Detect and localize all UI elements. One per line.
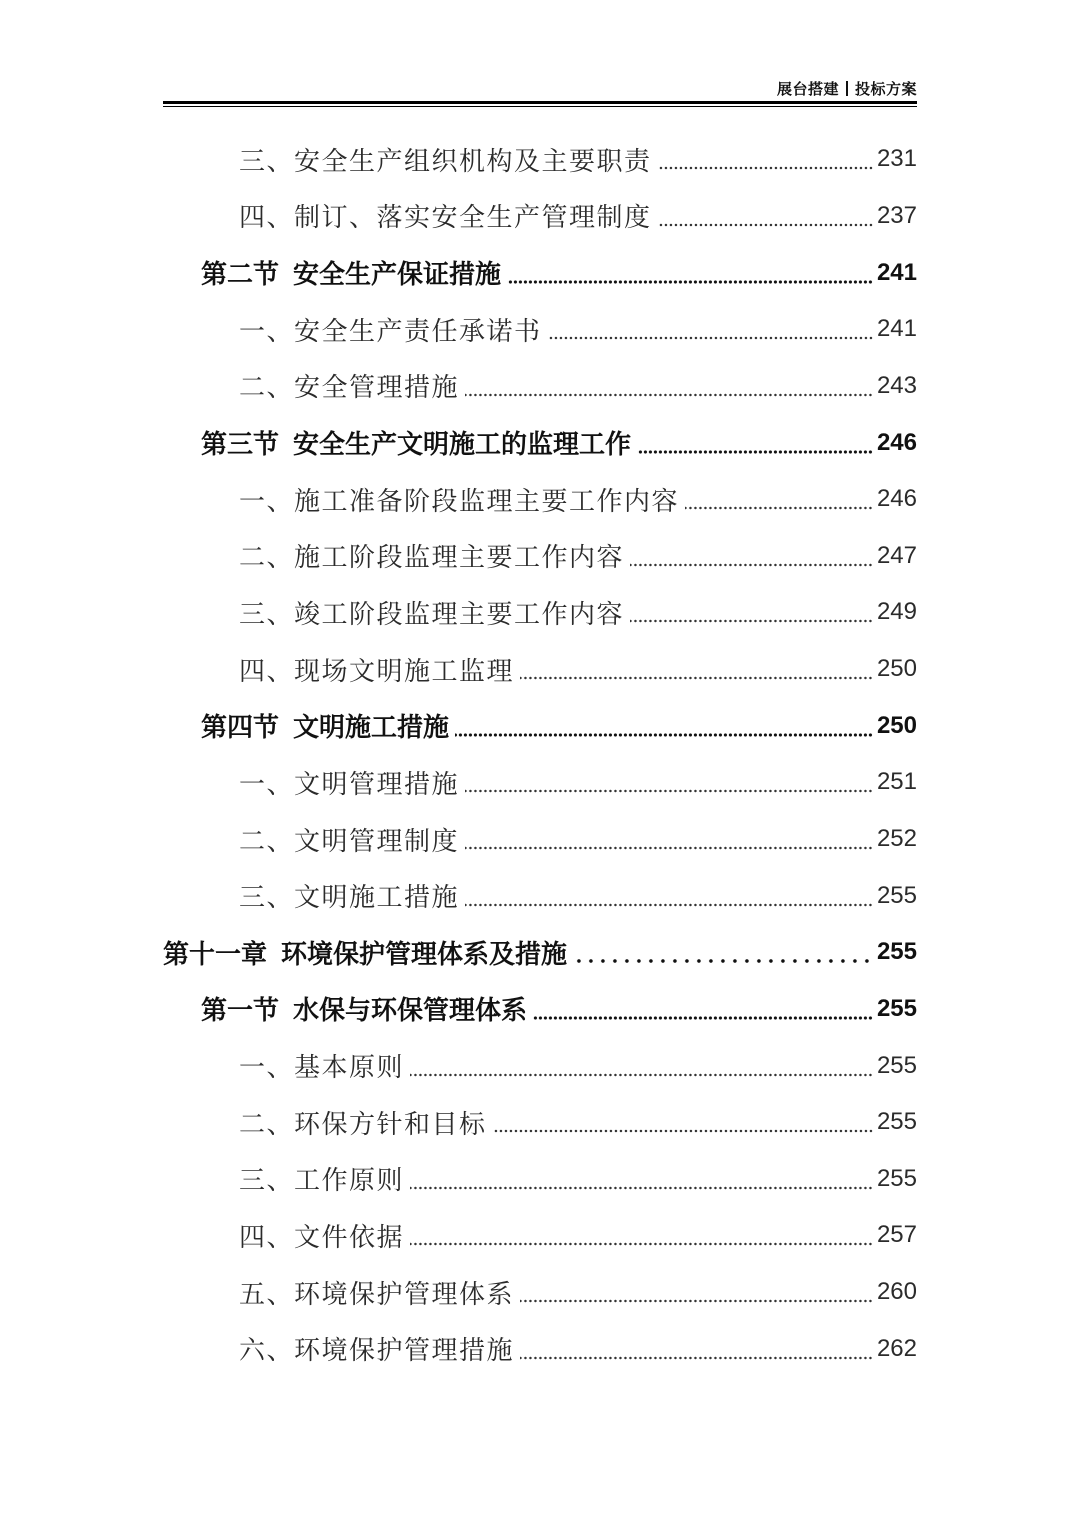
toc-entry-chapter[interactable] [163, 924, 917, 981]
toc-entry-sub[interactable] [163, 188, 917, 245]
toc-entry-page-number: 251 [876, 768, 917, 796]
dot-leader [520, 1299, 873, 1303]
toc-entry-sub[interactable] [163, 584, 917, 641]
toc-entry-page-number: 255 [876, 1108, 917, 1136]
toc-entry-title: 四、文件依据 [239, 1222, 405, 1253]
dot-leader [520, 676, 873, 680]
dot-leader [548, 336, 873, 340]
toc-entry-title: 四、现场文明施工监理 [239, 656, 515, 687]
toc-entry-label [239, 197, 652, 234]
toc-entry-title: 六、环境保护管理措施 [239, 1336, 515, 1367]
toc-entry-number: 第一节 [201, 996, 280, 1027]
toc-entry-label [239, 1160, 404, 1197]
dot-leader [533, 1016, 873, 1020]
toc-entry-title: 三、文明施工措施 [239, 883, 460, 914]
toc-entry-sub[interactable] [163, 1037, 917, 1094]
toc-entry-title: 一、安全生产责任承诺书 [239, 316, 542, 347]
toc-entry-label [239, 481, 679, 518]
running-header [163, 78, 917, 100]
toc-entry-title: 二、安全管理措施 [239, 373, 460, 404]
dot-leader [507, 280, 873, 284]
toc-entry-label [239, 311, 542, 348]
toc-entry-label [239, 1330, 514, 1367]
toc-entry-number: 第四节 [201, 713, 280, 744]
toc-entry-title: 文明施工措施 [293, 713, 450, 744]
toc-entry-page-number: 250 [876, 655, 917, 683]
toc-entry-title: 三、竣工阶段监理主要工作内容 [239, 599, 625, 630]
header-rule-thick [163, 101, 917, 104]
toc-entry-title: 四、制订、落实安全生产管理制度 [239, 203, 652, 234]
toc-entry-sub[interactable] [163, 641, 917, 698]
toc-entry-page-number: 247 [876, 541, 917, 569]
toc-entry-label [239, 1047, 404, 1084]
toc-entry-sub[interactable] [163, 1264, 917, 1321]
toc-entry-section[interactable] [163, 414, 917, 471]
toc-entry-page-number: 255 [876, 881, 917, 909]
toc-entry-page-number: 241 [876, 315, 917, 343]
toc-entry-section[interactable] [163, 981, 917, 1038]
dot-leader [658, 223, 873, 227]
toc-entry-title: 二、施工阶段监理主要工作内容 [239, 543, 625, 574]
toc-entry-label [239, 1104, 487, 1141]
toc-entry-page-number: 237 [876, 201, 917, 229]
toc-entry-page-number: 241 [876, 258, 917, 286]
dot-leader [465, 789, 873, 793]
toc-entry-page-number: 262 [876, 1334, 917, 1362]
toc-entry-sub[interactable] [163, 811, 917, 868]
dot-leader [465, 393, 873, 397]
dot-leader [410, 1073, 873, 1077]
toc-entry-title: 一、施工准备阶段监理主要工作内容 [239, 486, 680, 517]
toc-entry-page-number: 246 [876, 428, 917, 456]
dot-leader [630, 619, 873, 623]
toc-entry-title: 五、环境保护管理体系 [239, 1279, 515, 1310]
toc-entry-sub[interactable] [163, 1320, 917, 1377]
dot-leader [465, 903, 873, 907]
dot-leader [410, 1242, 873, 1246]
toc-entry-page-number: 255 [876, 1051, 917, 1079]
toc-entry-number: 第三节 [201, 430, 280, 461]
toc-entry-page-number: 246 [876, 485, 917, 513]
toc-entry-title: 环境保护管理体系及措施 [281, 939, 568, 970]
toc-entry-title: 三、工作原则 [239, 1166, 405, 1197]
toc-entry-label [239, 651, 514, 688]
toc-entry-label [201, 254, 501, 291]
toc-entry-title: 三、安全生产组织机构及主要职责 [239, 146, 652, 177]
dot-leader [658, 166, 873, 170]
dot-leader [465, 846, 873, 850]
toc-entry-label [239, 1274, 514, 1311]
toc-entry-title: 二、文明管理制度 [239, 826, 460, 857]
toc-entry-page-number: 249 [876, 598, 917, 626]
header-project-name: 展台搭建 [776, 80, 839, 98]
header-doc-type: 投标方案 [854, 80, 917, 98]
toc-entry-title: 一、基本原则 [239, 1053, 405, 1084]
header-rule-thin [163, 106, 917, 107]
toc-entry-label [239, 537, 624, 574]
toc-entry-label [239, 594, 624, 631]
toc-entry-title: 安全生产文明施工的监理工作 [293, 430, 632, 461]
toc-entry-sub[interactable] [163, 527, 917, 584]
dot-leader [455, 733, 873, 737]
toc-entry-page-number: 260 [876, 1278, 917, 1306]
toc-entry-page-number: 231 [876, 145, 917, 173]
toc-entry-label [163, 934, 567, 971]
toc-entry-label [201, 424, 631, 461]
toc-entry-number: 第二节 [201, 260, 280, 291]
toc-entry-title: 二、环保方针和目标 [239, 1109, 487, 1140]
toc-entry-sub[interactable] [163, 867, 917, 924]
toc-entry-page-number: 257 [876, 1221, 917, 1249]
toc-entry-label [239, 367, 459, 404]
dot-leader [573, 959, 873, 963]
toc-entry-page-number: 255 [876, 994, 917, 1022]
toc-entry-label [201, 990, 527, 1027]
dot-leader [685, 506, 873, 510]
toc-entry-title: 一、文明管理措施 [239, 769, 460, 800]
toc-entry-section[interactable] [163, 244, 917, 301]
toc-entry-label [239, 141, 652, 178]
toc-entry-section[interactable] [163, 697, 917, 754]
toc-entry-page-number: 255 [876, 938, 917, 966]
table-of-contents [163, 131, 917, 1377]
toc-entry-sub[interactable] [163, 1151, 917, 1208]
toc-entry-page-number: 252 [876, 825, 917, 852]
toc-entry-title: 水保与环保管理体系 [293, 996, 528, 1027]
toc-entry-number: 第十一章 [163, 939, 268, 970]
dot-leader [410, 1186, 873, 1190]
dot-leader [637, 450, 873, 454]
toc-entry-label [239, 821, 459, 858]
dot-leader [520, 1356, 873, 1360]
toc-entry-sub[interactable] [163, 131, 917, 188]
dot-leader [630, 563, 873, 567]
header-separator [846, 81, 848, 96]
toc-entry-title: 安全生产保证措施 [293, 260, 502, 291]
toc-entry-label [239, 1217, 404, 1254]
toc-entry-sub[interactable] [163, 471, 917, 528]
toc-entry-label [201, 707, 449, 744]
toc-entry-page-number: 250 [876, 711, 917, 739]
toc-entry-sub[interactable] [163, 1207, 917, 1264]
toc-entry-sub[interactable] [163, 301, 917, 358]
toc-entry-sub[interactable] [163, 358, 917, 415]
dot-leader [493, 1129, 873, 1133]
toc-entry-label [239, 877, 459, 914]
toc-entry-label [239, 764, 459, 801]
toc-entry-sub[interactable] [163, 1094, 917, 1151]
toc-entry-page-number: 243 [876, 371, 917, 399]
toc-entry-page-number: 255 [876, 1164, 917, 1192]
toc-entry-sub[interactable] [163, 754, 917, 811]
